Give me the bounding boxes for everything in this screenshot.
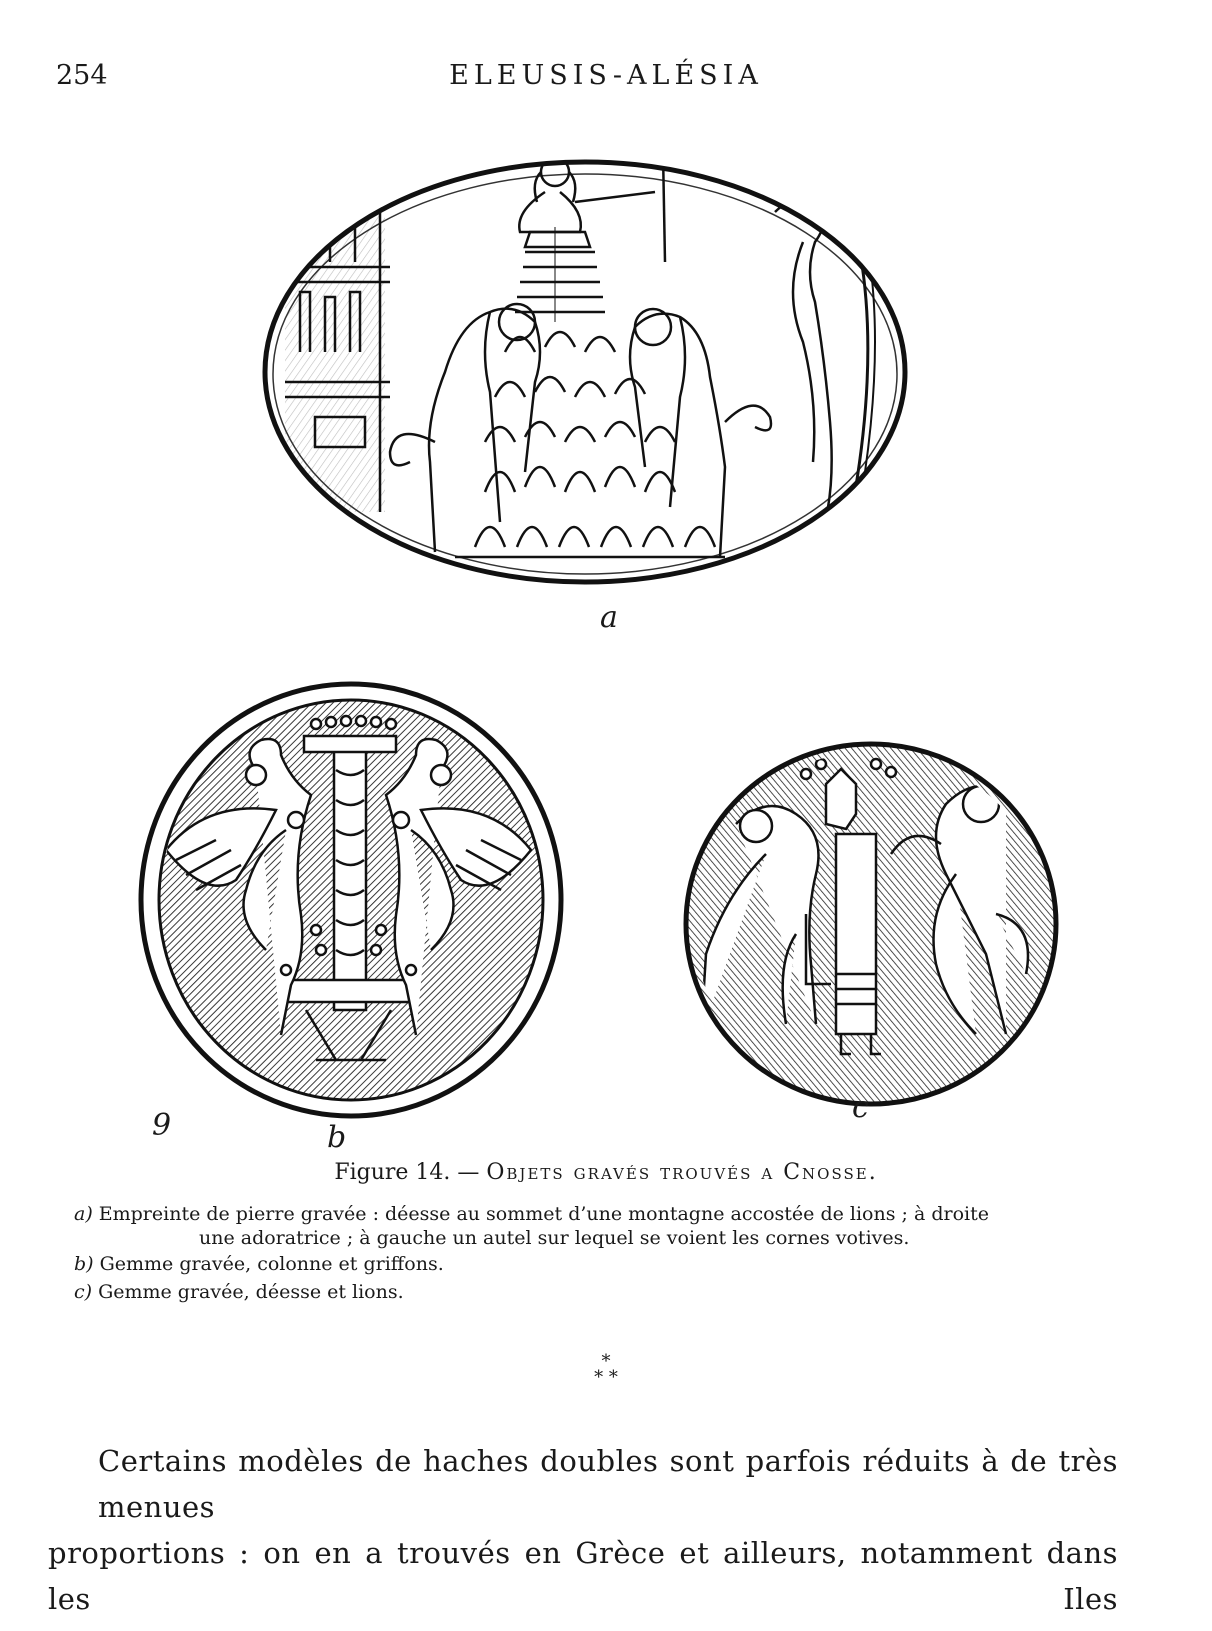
legend-item-b	[74, 1252, 1114, 1276]
legend-key-b: b)	[74, 1253, 94, 1275]
legend-item-c	[74, 1280, 1114, 1304]
figure-caption	[0, 1160, 1212, 1185]
legend-text-c: Gemme gravée, déesse et lions.	[98, 1281, 404, 1303]
legend-item-a	[74, 1202, 1114, 1250]
legend-key-a: a)	[74, 1203, 93, 1225]
separator-bottom-stars: * *	[594, 1367, 618, 1388]
plate-b-label: b	[327, 1120, 347, 1155]
body-paragraph	[48, 1438, 1118, 1622]
plate-marginal-mark: 9	[152, 1108, 172, 1143]
legend-text-a-line1: Empreinte de pierre gravée : déesse au sommet d’une montagne accostée de lions ; à droite	[98, 1203, 989, 1225]
legend-text-b: Gemme gravée, colonne et griffons.	[99, 1253, 444, 1275]
page-number: 254	[56, 60, 108, 91]
legend-text-a-line2: une adoratrice ; à gauche un autel sur lequel se voient les cornes votives.	[199, 1227, 910, 1249]
body-line-1: Certains modèles de haches doubles sont parfois réduits à de très menues	[98, 1444, 1118, 1524]
plate-c-label: c	[852, 1090, 869, 1125]
section-separator	[0, 1351, 1212, 1388]
plate-b-engraving	[136, 680, 566, 1120]
page-header	[0, 60, 1212, 100]
plate-c-engraving	[676, 734, 1066, 1114]
caption-title: Objets gravés trouvés a Cnosse.	[486, 1160, 878, 1185]
body-line-2: proportions : on en a trouvés en Grèce et ailleurs, notamment dans les Iles	[48, 1536, 1118, 1616]
plate-a-label: a	[600, 600, 618, 635]
running-head: ELEUSIS-ALÉSIA	[449, 60, 763, 91]
caption-prefix: Figure 14. —	[334, 1160, 480, 1185]
plate-a-engraving	[255, 152, 915, 592]
separator-top-star: *	[601, 1351, 611, 1372]
legend-key-c: c)	[74, 1281, 93, 1303]
